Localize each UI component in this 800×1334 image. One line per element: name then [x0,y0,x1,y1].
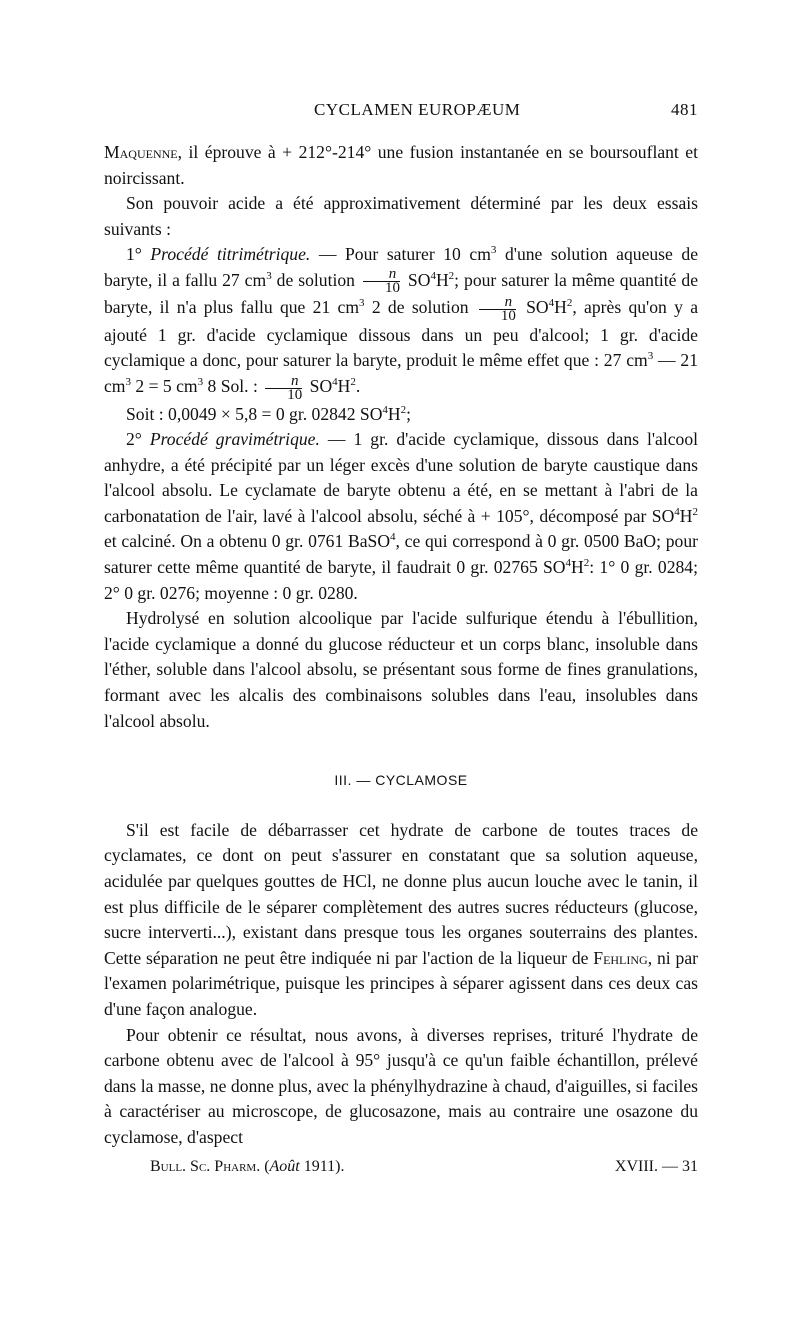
section-heading: III. — CYCLAMOSE [334,772,468,789]
text-run: — 21 cm [104,350,698,397]
text-run: , il éprouve à + 212°-214° une fusion instantanée en se boursouflant et noircissant. [104,142,698,188]
text-run: 2 = 5 cm [131,376,198,397]
superscript: 4 [390,531,396,544]
fraction-n-over-10 [479,293,516,324]
fraction-numerator: n [265,375,302,389]
superscript: 4 [332,376,338,389]
journal-name: Bull. Sc. Pharm. [150,1158,261,1175]
superscript: 3 [266,270,272,283]
procedure-title: Procédé titrimétrique. [150,244,311,265]
issue-month: Août [269,1158,300,1175]
paragraph [104,402,698,428]
superscript: 2 [566,297,573,310]
text-run: Soit : 0,0049 × 5,8 = 0 gr. 02842 SO [126,403,383,424]
text-run: SO [305,376,333,397]
text-run: SO [518,297,549,318]
text-run: H [554,297,567,318]
procedure-title: Procédé gravimétrique. [149,429,320,450]
fraction-denominator: 10 [384,280,400,297]
list-number: 2° [126,429,142,450]
text-run: : 1° 0 gr. 0284; 2° 0 gr. 0276; moyenne : 0 gr. 0280. [104,557,698,603]
superscript: 3 [197,376,204,389]
text-run: S'il est facile de débarrasser cet hydrate de carbone de toutes traces de cyclamates, ce dont on peut s'assurer en constatant que sa solution aqueuse, acidulée par quelques gouttes de HCl, ne donne plus aucun louche avec le tanin, il est plus difficile de le séparer complètement des autres sucres réducteurs (glucose, sucre interverti...), existant dans presque tous les organes souterrains des plantes. Cette séparation ne peut être indiquée ni par l'action de la liqueur de [104,819,698,968]
superscript: 2 [448,270,455,283]
superscript: 3 [490,244,497,257]
text-run: de solution [271,269,355,290]
superscript: 3 [125,376,131,389]
superscript: 2 [400,403,407,416]
list-number: 1° [126,244,142,265]
author-name: Fehling [593,947,648,968]
paragraph [104,818,698,1023]
page-number: 481 [671,100,698,119]
superscript: 4 [565,557,572,570]
superscript: 3 [647,350,654,363]
paragraph [104,191,698,242]
superscript: 4 [430,270,436,283]
text-run: , ni par l'examen polarimétrique, puisque les principes à séparer agissent dans ces deux cas d'une façon analogue. [104,947,698,1019]
fraction-n-over-10 [363,268,400,295]
fraction-denominator: 10 [500,307,516,324]
text-run: ; [406,403,412,424]
superscript: 2 [692,506,698,519]
text-run: — 1 gr. d'acide cyclamique, dissous dans l'alcool anhydre, a été précipité par un léger excès d'une solution de baryte caustique dans l'alcool absolu. Le cyclamate de baryte obtenu a été, en se mettant à l'abri de la carbonatation de l'air, lavé à l'alcool absolu, séché à + 105°, décomposé par SO [104,429,699,526]
text-run: H [337,376,351,397]
text-run: . [355,376,361,397]
running-header [104,100,698,130]
paragraph [104,606,698,734]
superscript: 2 [350,376,356,389]
issue-year: 1911 [299,1158,336,1175]
text-run: — Pour saturer 10 cm [310,244,491,265]
superscript: 3 [359,297,365,310]
paragraph [104,140,698,191]
text-run: 2 de solution [364,297,469,318]
author-name: Maquenne [104,142,178,162]
text-run: H [571,557,584,578]
text-run: et calciné. On a obtenu 0 gr. 0761 BaSO [104,531,391,552]
text-run: Hydrolysé en solution alcoolique par l'acide sulfurique étendu à l'ébullition, l'acide cyclamique a donné du glucose réducteur et un corps blanc, insoluble dans l'éther, soluble dans l'alcool absolu, se présentant sous forme de fines granulations, formant avec les alcalis des combinaisons solubles dans l'eau, insolubles dans l'alcool absolu. [104,608,698,731]
text-run: d'une solution aqueuse de baryte, il a fallu 27 cm [104,244,699,290]
text-run: H [387,403,401,424]
header-title: CYCLAMEN EUROPÆUM [314,100,521,119]
superscript: 4 [674,506,680,519]
superscript: 4 [382,403,388,416]
paragraph [104,1023,698,1151]
fraction-numerator: n [363,268,400,282]
running-footer [150,1158,698,1184]
text-run: Son pouvoir acide a été approximativement déterminé par les deux essais suivants : [104,193,698,239]
text-run: ). [335,1158,345,1175]
paragraph [104,242,698,401]
text-run: ( [260,1158,270,1175]
volume-signature: XVIII. — 31 [614,1158,698,1175]
journal-citation [150,1158,344,1176]
text-run: , ce qui correspond à 0 gr. 0500 BaO; pour saturer cette même quantité de baryte, il faudrait 0 gr. 02765 SO [104,531,699,578]
fraction-n-over-10 [265,372,303,403]
text-run: Pour obtenir ce résultat, nous avons, à diverses reprises, trituré l'hydrate de carbone obtenu avec de l'alcool à 95° jusqu'à ce qu'un faible échantillon, prélevé dans la masse, ne donne plus, avec la phénylhydrazine à chaud, d'aiguilles, si faciles à caractériser au microscope, de glucosazone, mais au contraire une osazone du cyclamose, d'aspect [104,1024,698,1147]
body-text [104,140,698,1151]
text-run: H [679,505,693,526]
text-run: H [435,269,449,290]
superscript: 4 [548,297,555,310]
text-run: ; pour saturer la même quantité de baryte, il n'a plus fallu que 21 cm [104,269,699,318]
superscript: 2 [583,557,590,570]
paragraph [104,427,698,606]
text-run: SO [402,269,431,290]
fraction-numerator: n [479,296,516,310]
fraction-denominator: 10 [287,386,303,403]
text-run: , après qu'on y a ajouté 1 gr. d'acide cyclamique dissous dans un peu d'alcool; 1 gr. d'acide cyclamique a donc, pour saturer la baryte, produit le même effet que : 27 cm [104,297,699,371]
text-run: 8 Sol. : [203,376,258,397]
